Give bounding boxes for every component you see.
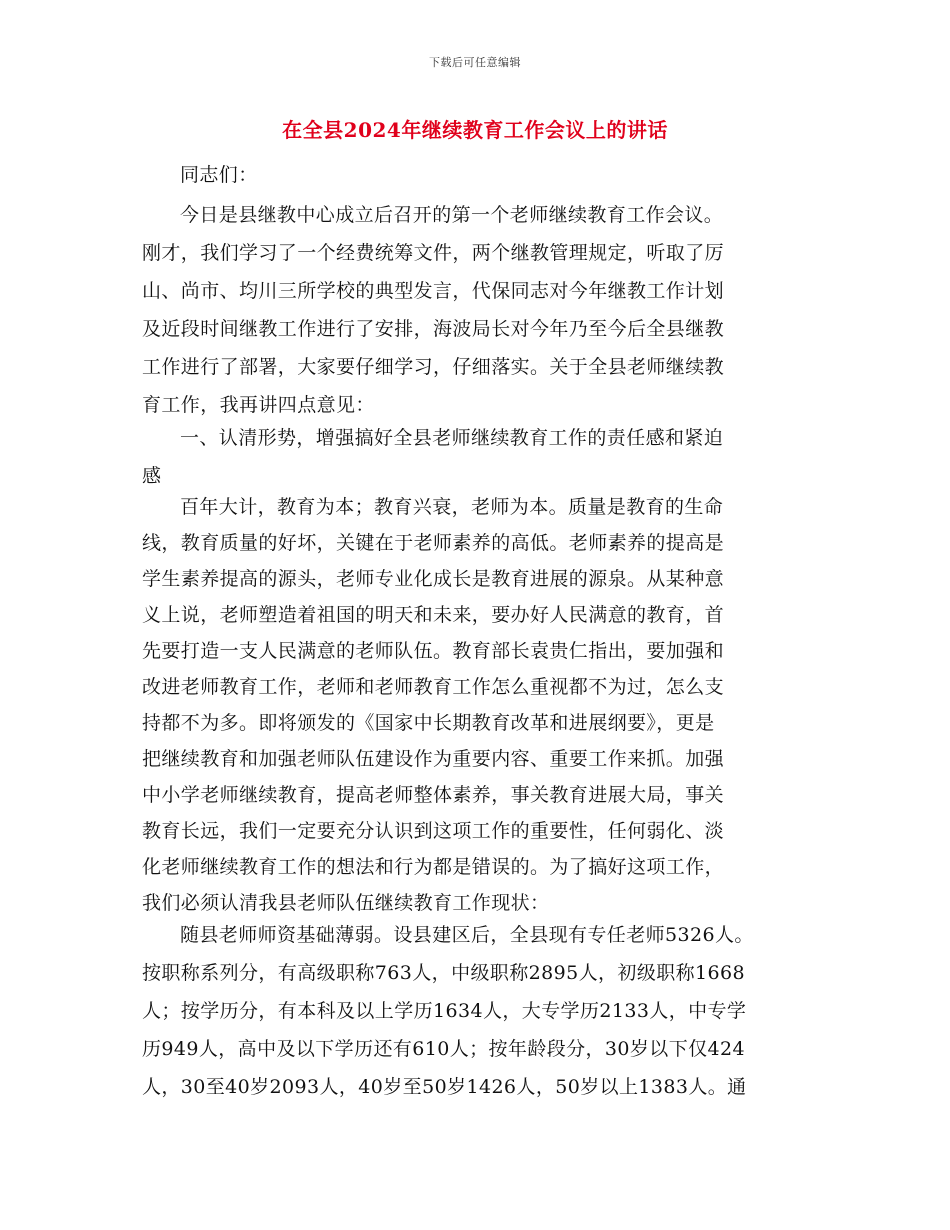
text-line: 按职称系列分，有高级职称763人，中级职称2895人，初级职称1668 [142,962,745,984]
header-note: 下载后可任意编辑 [429,56,521,69]
paragraph-intro [142,200,724,420]
text-line: 及近段时间继教工作进行了安排，海波局长对今年乃至今后全县继教 [142,318,725,340]
text-line: 历949人，高中及以下学历还有610人；按年龄段分，30岁以下仅424 [142,1038,745,1060]
text-line: 刚才，我们学习了一个经费统筹文件，两个继教管理规定，听取了厉 [142,242,725,264]
text-line: 把继续教育和加强老师队伍建设作为重要内容、重要工作来抓。加强 [142,748,725,770]
text-line: 先要打造一支人民满意的老师队伍。教育部长袁贵仁指出，要加强和 [142,640,725,662]
text-line: 中小学老师继续教育，提高老师整体素养，事关教育进展大局，事关 [142,784,725,806]
text-line: 同志们： [180,164,258,186]
text-line: 人；按学历分，有本科及以上学历1634人，大专学历2133人，中专学 [142,1000,747,1022]
text-line: 今日是县继教中心成立后召开的第一个老师继续教育工作会议。 [180,204,724,226]
text-line: 持都不为多。即将颁发的《国家中长期教育改革和进展纲要》，更是 [142,712,715,734]
text-line: 育工作，我再讲四点意见： [142,394,375,416]
text-line: 山、尚市、均川三所学校的典型发言，代保同志对今年继教工作计划 [142,280,725,302]
text-line: 感 [142,465,162,487]
text-line: 工作进行了部署，大家要仔细学习，仔细落实。关于全县老师继续教 [142,356,725,378]
paragraph-salutation [142,160,258,190]
text-line: 义上说，老师塑造着祖国的明天和未来，要办好人民满意的教育，首 [142,604,725,626]
paragraph-body [142,492,724,918]
text-line: 人，30至40岁2093人，40岁至50岁1426人，50岁以上1383人。通 [142,1076,747,1098]
section-heading [142,423,723,491]
text-line: 学生素养提高的源头，老师专业化成长是教育进展的源泉。从某种意 [142,568,725,590]
text-line: 随县老师师资基础薄弱。设县建区后，全县现有专任老师5326人。 [180,924,754,946]
text-line: 改进老师教育工作，老师和老师教育工作怎么重视都不为过，怎么支 [142,676,725,698]
text-line: 教育长远，我们一定要充分认识到这项工作的重要性，任何弱化、淡 [142,820,725,842]
text-line: 线，教育质量的好坏，关键在于老师素养的高低。老师素养的提高是 [142,532,725,554]
text-line: 化老师继续教育工作的想法和行为都是错误的。为了搞好这项工作， [142,856,725,878]
text-line: 一、认清形势，增强搞好全县老师继续教育工作的责任感和紧迫 [180,427,724,449]
paragraph-statistics [142,920,754,1102]
text-line: 百年大计，教育为本；教育兴衰，老师为本。质量是教育的生命 [180,496,724,518]
text-line: 我们必须认清我县老师队伍继续教育工作现状： [142,892,550,914]
document-title: 在全县2024年继续教育工作会议上的讲话 [282,118,668,142]
